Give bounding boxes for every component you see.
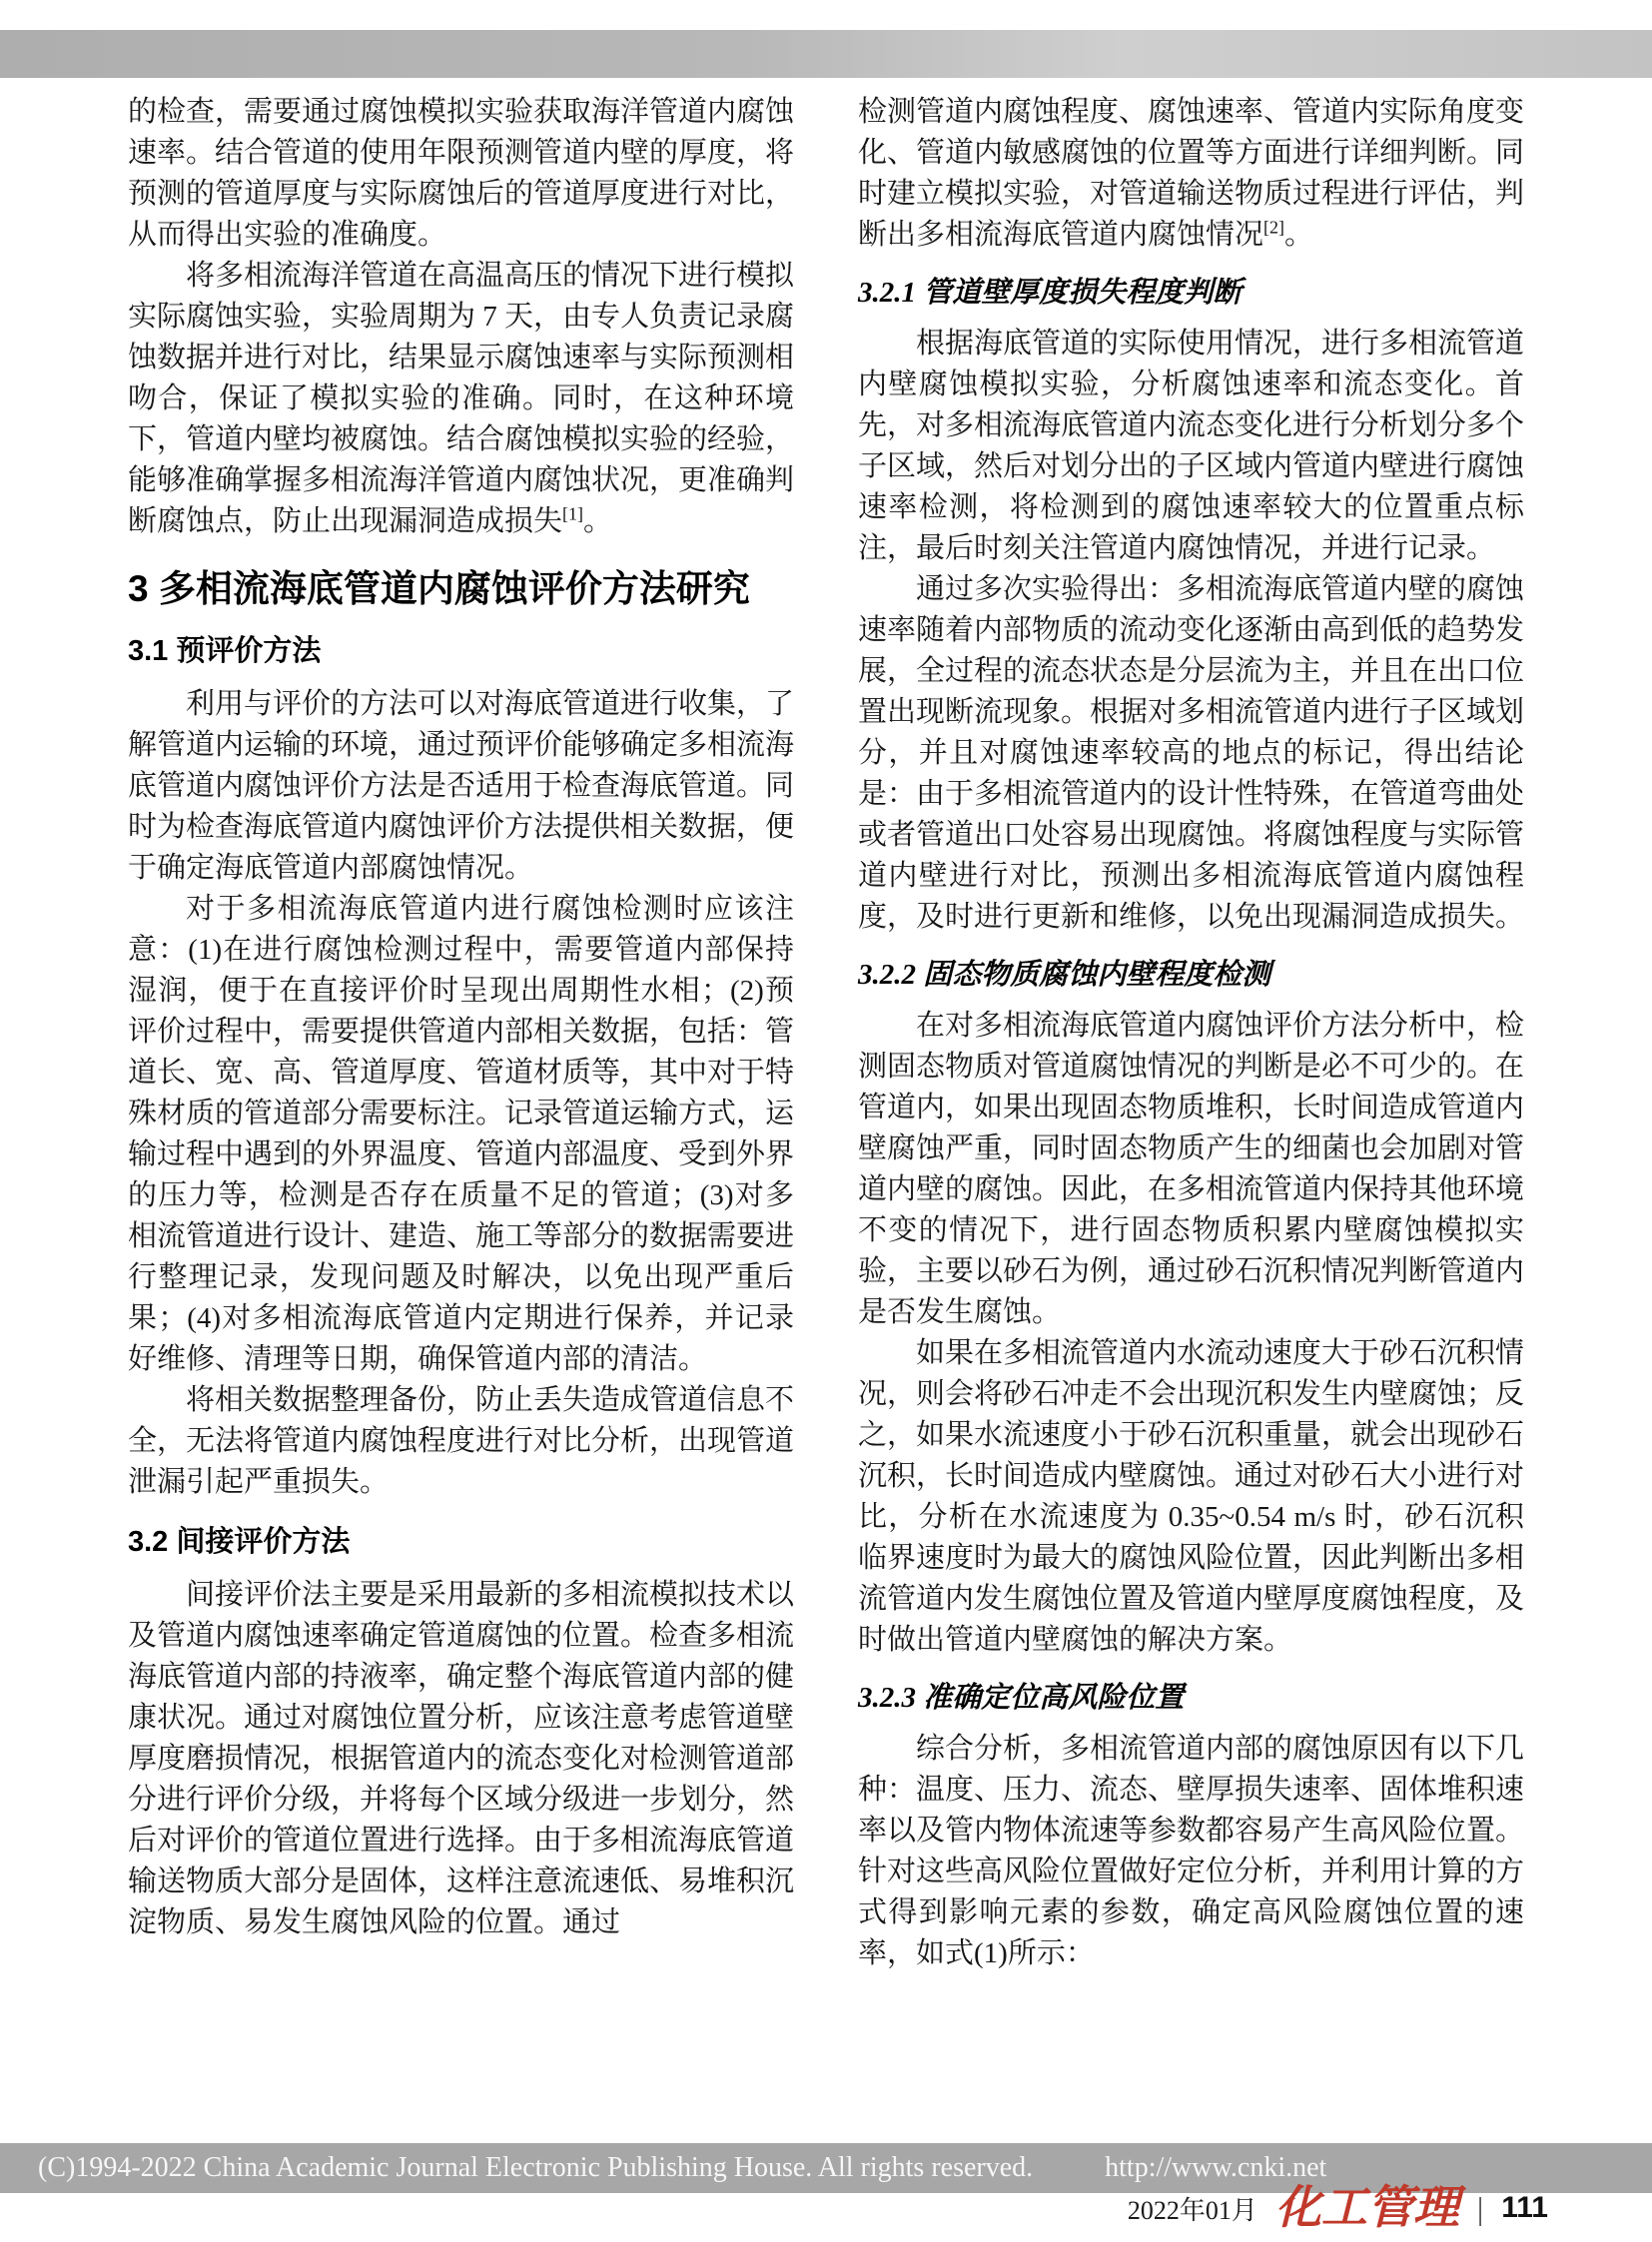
subsection-heading: 3.1 预评价方法: [128, 635, 322, 667]
paragraph-text: 。: [1283, 219, 1313, 251]
paragraph: [128, 256, 794, 542]
subsubsection-heading: 3.2.2 固态物质腐蚀内壁程度检测: [858, 959, 1271, 991]
paragraph-text: 检测管道内腐蚀程度、腐蚀速率、管道内实际角度变化、管道内敏感腐蚀的位置等方面进行详细判断。同时建立模拟实验，对管道输送物质过程进行评估，判断出多相流海底管道内腐蚀情况: [858, 96, 1525, 251]
paragraph: 将相关数据整理备份，防止丢失造成管道信息不全，无法将管道内腐蚀程度进行对比分析，出现管道泄漏引起严重损失。: [128, 1384, 795, 1498]
subsection-heading: 3.2 间接评价方法: [128, 1526, 351, 1558]
paragraph: 对于多相流海底管道内进行腐蚀检测时应该注意：(1)在进行腐蚀检测过程中，需要管道内部保持湿润，便于在直接评价时呈现出周期性水相；(2)预评价过程中，需要提供管道内部相关数据，包括：管道长、宽、高、管道厚度、管道材质等，其中对于特殊材质的管道部分需要标注。记录管道运输方式，运输过程中遇到的外界温度、管道内部温度、受到外界的压力等，检测是否存在质量不足的管道；(3)对多相流管道进行设计、建造、施工等部分的数据需要进行整理记录，发现问题及时解决，以免出现严重后果；(4)对多相流海底管道内定期进行保养，并记录好维修、清理等日期，确保管道内部的清洁。: [128, 893, 795, 1375]
section-heading: 3 多相流海底管道内腐蚀评价方法研究: [128, 568, 750, 609]
paragraph: 的检查，需要通过腐蚀模拟实验获取海洋管道内腐蚀速率。结合管道的使用年限预测管道内壁的厚度，将预测的管道厚度与实际腐蚀后的管道厚度进行对比，从而得出实验的准确度。: [128, 96, 795, 251]
subsubsection-heading: 3.2.1 管道壁厚度损失程度判断: [858, 277, 1242, 309]
divider: |: [1476, 2189, 1484, 2226]
paragraph: 利用与评价的方法可以对海底管道进行收集，了解管道内运输的环境，通过预评价能够确定多相流海底管道内腐蚀评价方法是否适用于检查海底管道。同时为检查海底管道内腐蚀评价方法提供相关数据，便于确定海底管道内部腐蚀情况。: [128, 688, 795, 884]
paragraph: 如果在多相流管道内水流动速度大于砂石沉积情况，则会将砂石冲走不会出现沉积发生内壁腐蚀；反之，如果水流速度小于砂石沉积重量，就会出现砂石沉积，长时间造成内壁腐蚀。通过对砂石大小进行对比，分析在水流速度为 0.35~0.54 m/s 时，砂石沉积临界速度时为最大的腐蚀风险位置，因此判断出多相流管道内发生腐蚀位置及管道内壁厚度腐蚀程度，及时做出管道内壁腐蚀的解决方案。: [858, 1337, 1525, 1656]
paragraph: [858, 92, 1524, 256]
citation-ref: [2]: [1263, 217, 1284, 238]
paragraph: 综合分析，多相流管道内部的腐蚀原因有以下几种：温度、压力、流态、壁厚损失速率、固体堆积速率以及管内物体流速等参数都容易产生高风险位置。针对这些高风险位置做好定位分析，并利用计算的方式得到影响元素的参数，确定高风险腐蚀位置的速率，如式(1)所示：: [858, 1733, 1525, 1969]
paragraph: 间接评价法主要是采用最新的多相流模拟技术以及管道内腐蚀速率确定管道腐蚀的位置。检查多相流海底管道内部的持液率，确定整个海底管道内部的健康状况。通过对腐蚀位置分析，应该注意考虑管道壁厚度磨损情况，根据管道内的流态变化对检测管道部分进行评价分级，并将每个区域分级进一步划分，然后对评价的管道位置进行选择。由于多相流海底管道输送物质大部分是固体，这样注意流速低、易堆积沉淀物质、易发生腐蚀风险的位置。通过: [128, 1579, 795, 1938]
paragraph-text: 。: [582, 505, 612, 537]
copyright-text: (C)1994-2022 China Academic Journal Electronic Publishing House. All rights reserved.: [38, 2152, 1034, 2183]
paragraph: 通过多次实验得出：多相流海底管道内壁的腐蚀速率随着内部物质的流动变化逐渐由高到低的趋势发展，全过程的流态状态是分层流为主，并且在出口位置出现断流现象。根据对多相流管道内进行子区域划分，并且对腐蚀速率较高的地点的标记，得出结论是：由于多相流管道内的设计性特殊，在管道弯曲处或者管道出口处容易出现腐蚀。将腐蚀程度与实际管道内壁进行对比，预测出多相流海底管道内腐蚀程度，及时进行更新和维修，以免出现漏洞造成损失。: [858, 573, 1525, 933]
publisher-url: http://www.cnki.net: [1105, 2152, 1327, 2183]
article-body: [128, 92, 1524, 1974]
issue-date: 2022年01月: [1127, 2195, 1257, 2225]
paragraph-text: 将多相流海洋管道在高温高压的情况下进行模拟实际腐蚀实验，实验周期为 7 天，由专人负责记录腐蚀数据并进行对比，结果显示腐蚀速率与实际预测相吻合，保证了模拟实验的准确。同时，在这种环境下，管道内壁均被腐蚀。结合腐蚀模拟实验的经验，能够准确掌握多相流海洋管道内腐蚀状况，更准确判断腐蚀点，防止出现漏洞造成损失: [128, 260, 795, 537]
journal-logo: 化工管理: [1274, 2182, 1459, 2233]
page-number: 111: [1501, 2191, 1548, 2224]
journal-info-line: [1127, 2182, 1548, 2233]
header-banner: [0, 30, 1652, 78]
subsubsection-heading: 3.2.3 准确定位高风险位置: [858, 1682, 1185, 1714]
paragraph: 根据海底管道的实际使用情况，进行多相流管道内壁腐蚀模拟实验，分析腐蚀速率和流态变化。首先，对多相流海底管道内流态变化进行分析划分多个子区域，然后对划分出的子区域内管道内壁进行腐蚀速率检测，将检测到的腐蚀速率较大的位置重点标注，最后时刻关注管道内腐蚀情况，并进行记录。: [858, 328, 1525, 564]
right-column: [858, 92, 1524, 1974]
paragraph: 在对多相流海底管道内腐蚀评价方法分析中，检测固态物质对管道腐蚀情况的判断是必不可少的。在管道内，如果出现固态物质堆积，长时间造成管道内壁腐蚀严重，同时固态物质产生的细菌也会加剧对管道内壁的腐蚀。因此，在多相流管道内保持其他环境不变的情况下，进行固态物质积累内壁腐蚀模拟实验，主要以砂石为例，通过砂石沉积情况判断管道内是否发生腐蚀。: [858, 1010, 1525, 1328]
left-column: [128, 92, 794, 1974]
citation-ref: [1]: [562, 503, 583, 524]
